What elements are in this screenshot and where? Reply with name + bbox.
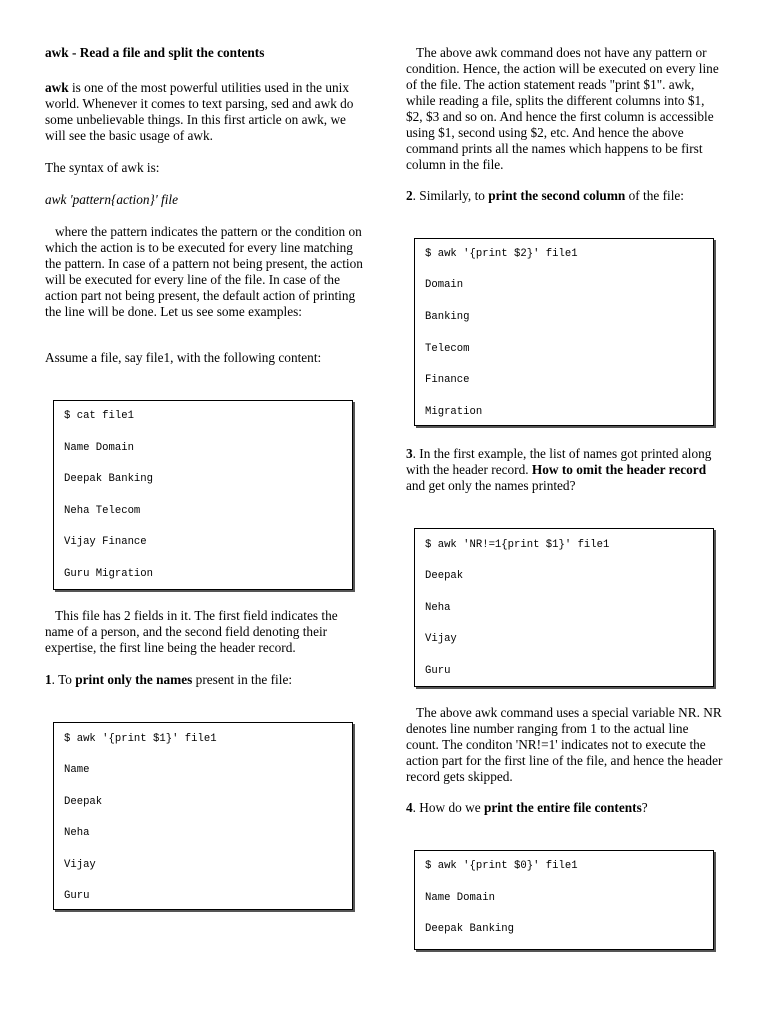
example-number: 3 (406, 446, 413, 461)
code-block-print-column-2 (414, 238, 714, 426)
example-number: 1 (45, 672, 52, 687)
code-line: $ awk '{print $1}' file1 (64, 733, 217, 745)
code-line: Name Domain (64, 442, 134, 454)
explanation-print-1: The above awk command does not have any pattern or condition. Hence, the action will be executed on every line of the file. The action statement reads "print $1". awk, while reading a file, splits the different columns into $1, $2, $3 and so on. And hence the first column is accessible using $1, second using $2, etc. And hence the above command prints all the names which happens to be first column in the file. (406, 45, 719, 172)
code-line: Deepak Banking (425, 923, 515, 935)
intro-keyword: awk (45, 80, 69, 95)
code-line: Vijay Finance (64, 536, 147, 548)
example-1-heading (45, 672, 363, 688)
example-text: of the file: (625, 188, 685, 203)
example-emphasis: How to omit the header record (531, 462, 707, 477)
code-line: Vijay (425, 633, 457, 645)
example-text: . Similarly, to (412, 188, 489, 203)
example-emphasis: print only the names (75, 672, 193, 687)
code-line: $ cat file1 (64, 410, 134, 422)
example-number: 2 (406, 188, 413, 203)
example-text: and get only the names printed? (406, 478, 576, 493)
code-line: Neha (64, 827, 90, 839)
pattern-explanation: where the pattern indicates the pattern or the condition on which the action is to be executed for every line matching the pattern. In case of a pattern not being present, the action will be executed for every line of the file. In case of the action part not being present, the default action of printing the line will be done. Let us see some examples: (45, 224, 363, 319)
example-3-heading (406, 446, 724, 494)
code-line: Vijay (64, 859, 96, 871)
code-line: Finance (425, 374, 470, 386)
assume-file-text: Assume a file, say file1, with the following content: (45, 350, 322, 365)
syntax-example: awk 'pattern{action}' file (45, 192, 179, 207)
example-text: . How do we (412, 800, 484, 815)
code-line: Guru (425, 665, 451, 677)
page-title: awk - Read a file and split the contents (45, 45, 265, 60)
code-line: Guru (64, 890, 90, 902)
code-block-cat-file (53, 400, 353, 590)
fields-explanation: This file has 2 fields in it. The first field indicates the name of a person, and the second field denoting their expertise, the first line being the header record. (45, 608, 338, 655)
intro-paragraph (45, 80, 363, 144)
code-line: Name Domain (425, 892, 495, 904)
code-block-skip-header (414, 528, 714, 687)
code-line: Neha (425, 602, 451, 614)
example-text: present in the file: (192, 672, 293, 687)
code-line: Migration (425, 406, 483, 418)
code-block-print-all (414, 850, 714, 950)
code-line: Domain (425, 279, 464, 291)
example-4-heading (406, 800, 724, 816)
code-line: $ awk '{print $0}' file1 (425, 860, 578, 872)
code-line: Deepak (425, 570, 464, 582)
code-block-print-names (53, 722, 353, 910)
example-2-heading (406, 188, 724, 204)
intro-text: is one of the most powerful utilities used in the unix world. Whenever it comes to text parsing, sed and awk do some unbelievable things. In this first article on awk, we will see the basic usage of awk. (45, 80, 354, 143)
code-line: Telecom (425, 343, 470, 355)
code-line: Neha Telecom (64, 505, 141, 517)
code-line: Banking (425, 311, 470, 323)
example-emphasis: print the entire file contents (483, 800, 642, 815)
code-line: $ awk '{print $2}' file1 (425, 248, 578, 260)
explanation-nr-variable: The above awk command uses a special variable NR. NR denotes line number ranging from 1 to the actual line count. The conditon 'NR!=1' indicates not to execute the action part for the first line of the file, and hence the header record gets skipped. (406, 705, 723, 784)
example-text: . In the first example, the list of names got printed along with the header record. (406, 446, 712, 477)
code-line: $ awk 'NR!=1{print $1}' file1 (425, 539, 610, 551)
example-emphasis: print the second column (488, 188, 626, 203)
code-line: Deepak (64, 796, 103, 808)
code-line: Name (64, 764, 90, 776)
code-line: Guru Migration (64, 568, 154, 580)
syntax-label: The syntax of awk is: (45, 160, 160, 175)
code-line: Deepak Banking (64, 473, 154, 485)
example-number: 4 (406, 800, 413, 815)
example-text: . To (51, 672, 76, 687)
example-text: ? (641, 800, 648, 815)
